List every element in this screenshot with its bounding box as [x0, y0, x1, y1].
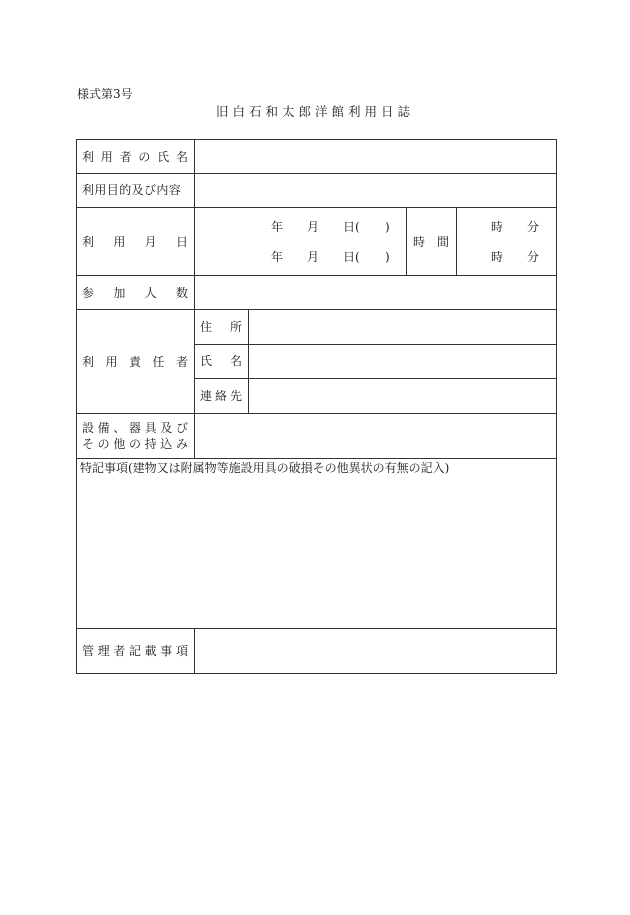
time-label [413, 235, 449, 249]
date-row1-year: 年 [271, 220, 284, 234]
date-field[interactable] [195, 208, 406, 275]
label-char: 任 [152, 355, 165, 369]
contact-label [200, 389, 242, 403]
user-name-label [82, 150, 188, 164]
time-label-divider-left [406, 207, 407, 275]
admin-notes-label [82, 644, 188, 658]
date-row2-close: ) [385, 250, 390, 264]
label-char: 利 [82, 355, 95, 369]
notes-label: 特記事項(建物又は附属物等施設用具の破損その他異状の有無の記入) [80, 461, 450, 475]
label-char: 具 [144, 421, 157, 435]
contact-field[interactable] [249, 379, 556, 413]
label-char: 用 [105, 355, 118, 369]
label-char: そ [82, 437, 95, 451]
equipment-field[interactable] [195, 414, 556, 458]
label-char: 利 [82, 150, 95, 164]
label-char: 間 [436, 235, 449, 249]
name-label [200, 354, 242, 368]
label-char: 時 [413, 235, 426, 249]
label-char: 名 [175, 150, 188, 164]
label-char: 者 [113, 644, 126, 658]
equipment-label-line2 [82, 437, 188, 451]
label-char: 連 [200, 389, 213, 403]
label-char: の [97, 437, 110, 451]
label-char: 数 [175, 286, 188, 300]
label-char: 載 [144, 644, 157, 658]
label-char: 持 [144, 437, 157, 451]
date-row2-month: 月 [307, 250, 320, 264]
label-char: 用 [100, 150, 113, 164]
label-char: 氏 [157, 150, 170, 164]
name-field[interactable] [249, 345, 556, 378]
label-char: 所 [229, 320, 242, 334]
time-row1-hour: 時 [491, 220, 504, 234]
date-row2-year: 年 [271, 250, 284, 264]
address-label [200, 320, 242, 334]
date-row1-month: 月 [307, 220, 320, 234]
admin-notes-field[interactable] [195, 629, 556, 673]
label-char: み [175, 437, 188, 451]
label-char: 氏 [200, 354, 213, 368]
label-char: 責 [128, 355, 141, 369]
notes-field[interactable] [77, 478, 556, 628]
label-char: 理 [97, 644, 110, 658]
label-char: 設 [82, 421, 95, 435]
label-char: 加 [113, 286, 126, 300]
label-char: 事 [160, 644, 173, 658]
date-label [82, 235, 188, 249]
time-row1-minute: 分 [527, 220, 540, 234]
label-char: 項 [175, 644, 188, 658]
label-char: 日 [175, 235, 188, 249]
time-field[interactable] [457, 208, 556, 275]
row-divider [76, 458, 557, 459]
label-char: 器 [128, 421, 141, 435]
label-char: 住 [200, 320, 213, 334]
participants-label [82, 286, 188, 300]
page-title: 旧白石和太郎洋館利用日誌 [215, 104, 414, 119]
equipment-label-line1 [82, 421, 188, 435]
label-char: 名 [229, 354, 242, 368]
date-row2-day: 日( [343, 250, 360, 264]
participants-field[interactable] [195, 276, 556, 309]
label-char: 、 [113, 421, 126, 435]
time-row2-minute: 分 [527, 250, 540, 264]
label-char: 参 [82, 286, 95, 300]
label-char: び [175, 421, 188, 435]
time-row2-hour: 時 [491, 250, 504, 264]
label-char: 他 [113, 437, 126, 451]
label-char: 込 [160, 437, 173, 451]
date-row1-close: ) [385, 220, 390, 234]
label-char: 利 [82, 235, 95, 249]
label-char: の [138, 150, 151, 164]
label-char: 月 [144, 235, 157, 249]
label-char: 管 [82, 644, 95, 658]
label-char: 者 [119, 150, 132, 164]
purpose-label: 利用目的及び内容 [82, 183, 182, 197]
purpose-field[interactable] [195, 174, 556, 207]
label-char: 用 [113, 235, 126, 249]
date-row1-day: 日( [343, 220, 360, 234]
address-field[interactable] [249, 310, 556, 344]
label-char: 記 [128, 644, 141, 658]
label-char: 及 [160, 421, 173, 435]
label-char: 先 [229, 389, 242, 403]
label-char: 備 [97, 421, 110, 435]
label-char: 絡 [214, 389, 227, 403]
label-char: 者 [175, 355, 188, 369]
form-number: 様式第3号 [77, 87, 133, 101]
label-char: 人 [144, 286, 157, 300]
label-char: の [128, 437, 141, 451]
responsible-person-label [82, 355, 188, 369]
user-name-field[interactable] [195, 140, 556, 173]
